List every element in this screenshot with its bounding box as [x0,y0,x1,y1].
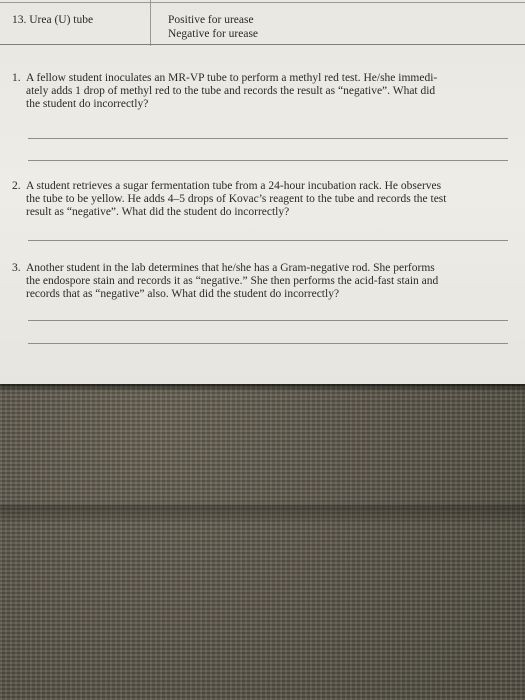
answer-line[interactable] [28,138,508,139]
question-number: 3. [12,262,21,274]
question-line: the endospore stain and records it as “negative.” She then performs the acid-fast stain and [26,275,439,287]
table-bottom-border [0,44,525,45]
table-top-border [0,2,525,3]
question-number: 1. [12,72,21,84]
question-text [26,180,512,219]
test-name-cell: 13. Urea (U) tube [12,14,94,26]
question-text [26,262,512,301]
table-column-divider [150,0,151,46]
question-line: A student retrieves a sugar fermentation tube from a 24-hour incubation rack. He observes [26,180,442,192]
question-line: Another student in the lab determines that he/she has a Gram-negative rod. She performs [26,262,435,274]
question-number: 2. [12,180,21,192]
result-positive-cell: Positive for urease [168,14,254,26]
question-line: records that as “negative” also. What did the student do incorrectly? [26,288,340,300]
fabric-seam [0,505,525,521]
question-line: ately adds 1 drop of methyl red to the tube and records the result as “negative”. What did [26,85,436,97]
answer-line[interactable] [28,240,508,241]
question-line: result as “negative”. What did the student do incorrectly? [26,206,290,218]
answer-line[interactable] [28,320,508,321]
table-row [0,0,525,48]
result-negative-cell: Negative for urease [168,28,259,40]
question-text [26,72,512,111]
question-line: A fellow student inoculates an MR-VP tube to perform a methyl red test. He/she immedi- [26,72,438,84]
page-shadow [0,384,525,392]
question-line: the student do incorrectly? [26,98,149,110]
answer-line[interactable] [28,343,508,344]
question-line: the tube to be yellow. He adds 4–5 drops of Kovac’s reagent to the tube and records the test [26,193,447,205]
answer-line[interactable] [28,160,508,161]
